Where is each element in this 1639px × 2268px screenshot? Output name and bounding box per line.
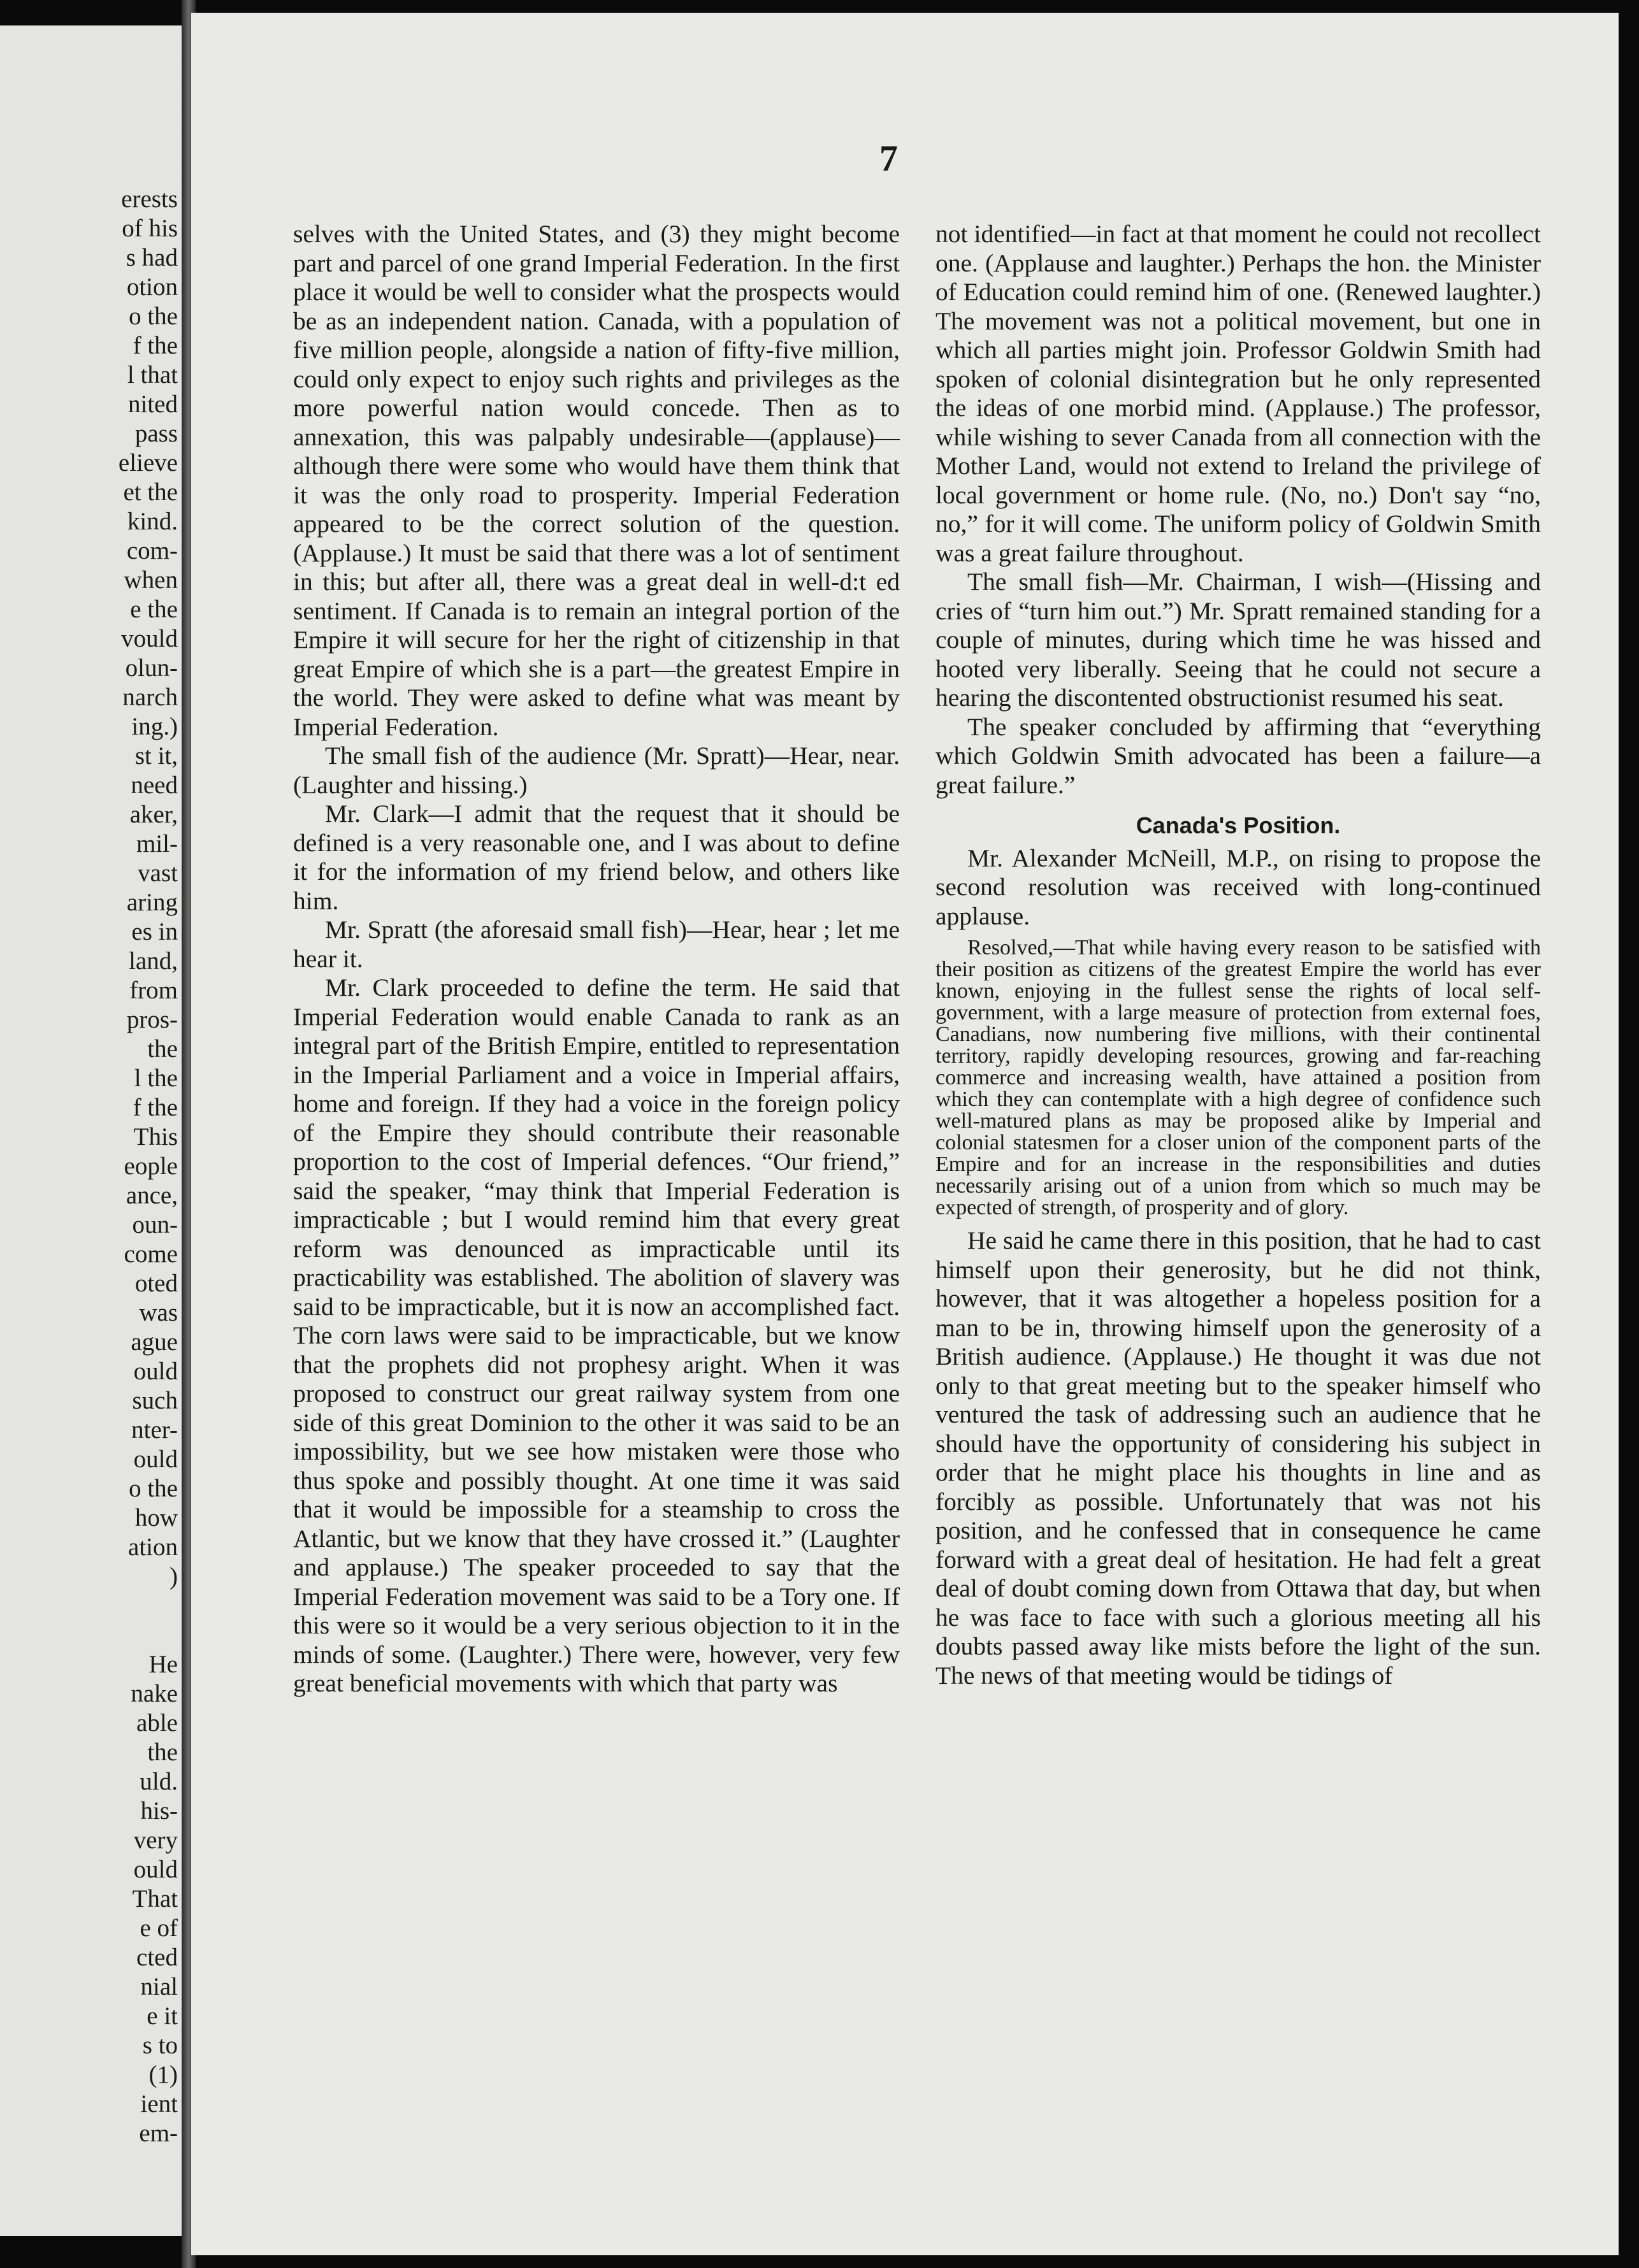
margin-fragment: com- (126, 537, 178, 564)
margin-fragment: e of (140, 1914, 178, 1942)
section-heading: Canada's Position. (1136, 812, 1341, 838)
paragraph: selves with the United States, and (3) they might become part and parcel of one grand Imperial Federation. In the first place it would be well to consider what the prospects would be as an independent nation. Canada, with a population of five million people, alongside a nation of fifty-five million, could only expect to enjoy such rights and privileges as the more powerful nation would concede. Then as to annexation, this was palpably undesirable—(applause)—although there were some who would have them think that it was the only road to prosperity. Imperial Federation appeared to be the correct solution of the question. (Applause.) It must be said that there was a lot of sentiment in this; but after all, there was a great deal in well-d:t ed sentiment. If Canada is to remain an integral portion of the Empire it will secure for her the right of citizenship in that great Empire of which she is a part—the greatest Empire in the world. They were asked to define what was meant by Imperial Federation. (293, 220, 900, 741)
margin-fragment: pass (134, 420, 178, 447)
margin-fragment: s had (126, 244, 178, 271)
margin-fragment: oted (134, 1270, 178, 1297)
margin-fragment: eople (124, 1152, 178, 1180)
margin-fragment: the (147, 1035, 178, 1063)
margin-fragment: olun- (125, 654, 178, 682)
paragraph: Mr. Spratt (the aforesaid small fish)—Hear, hear ; let me hear it. (293, 915, 900, 973)
margin-fragment: o the (129, 1475, 178, 1502)
margin-fragment: That (132, 1885, 178, 1913)
intro-paragraph: Mr. Alexander McNeill, M.P., on rising to propose the second resolution was received with long-continued applause. (935, 843, 1541, 930)
paragraph: The small fish—Mr. Chairman, I wish—(Hissing and cries of “turn him out.”) Mr. Spratt remained standing for a couple of minutes, during which time he was hissed and hooted very liberally. Seeing that he could not secure a hearing the discontented obstructionist resumed his seat. (935, 568, 1541, 712)
margin-fragment: able (136, 1709, 178, 1737)
margin-fragment: land, (129, 947, 178, 975)
margin-fragment: ould (133, 1446, 178, 1473)
margin-fragment: oun- (132, 1211, 178, 1238)
margin-fragment: erests (121, 185, 178, 213)
margin-fragment: nited (128, 391, 178, 418)
margin-fragment: how (134, 1504, 178, 1532)
margin-fragment: He (148, 1651, 178, 1678)
paragraph: He said he came there in this position, that he had to cast himself upon their generosity, but he did not think, however, that it was altogether a hopeless position for a man to be in, throwing himself upon the generosity of a British audience. (Applause.) He thought it was due not only to that great meeting but to the speaker himself who ventured the task of addressing such an audience that he should have the opportunity of considering his subject in order that he might place his thoughts in line and as forcibly as possible. Unfortunately that was not his position, and he confessed that in consequence he came forward with a great deal of hesitation. He had felt a great deal of doubt coming down from Ottawa that day, but when he was face to face with such a glorious meeting all his doubts passed away like mists before the light of the sun. The news of that meeting would be tidings of (935, 1226, 1541, 1690)
margin-fragment: ould (133, 1856, 178, 1883)
margin-fragment: from (129, 977, 178, 1004)
margin-fragment: nter- (131, 1416, 178, 1444)
margin-fragment: em- (139, 2120, 178, 2147)
margin-fragment: need (131, 772, 178, 799)
page-number: 7 (879, 138, 898, 179)
adjacent-page-fragment (0, 25, 182, 2236)
paragraph: The speaker concluded by affirming that “everything which Goldwin Smith advocated has been a failure—a great failure.” (935, 712, 1541, 799)
margin-fragment: narch (122, 684, 178, 711)
margin-fragment: cted (136, 1944, 178, 1971)
paragraph: Mr. Clark—I admit that the request that it should be defined is a very reasonable one, and I was about to define it for the information of my friend below, and others like him. (293, 800, 900, 915)
margin-fragment: very (133, 1827, 178, 1854)
page (191, 13, 1619, 2255)
margin-fragment: ing.) (131, 713, 178, 740)
margin-fragment: otion (126, 273, 178, 301)
margin-fragment: vast (138, 859, 178, 887)
margin-fragment: aring (126, 889, 178, 916)
margin-fragment: uld. (140, 1768, 178, 1795)
paragraph: The small fish of the audience (Mr. Spratt)—Hear, near. (Laughter and hissing.) (293, 742, 900, 799)
margin-fragment: ) (170, 1563, 178, 1590)
margin-fragment: f the (133, 332, 178, 359)
margin-fragment: nake (131, 1680, 178, 1707)
margin-fragment: pros- (126, 1006, 178, 1033)
margin-fragment: his- (140, 1797, 178, 1825)
margin-fragment: ation (128, 1533, 178, 1561)
margin-fragment: ance, (126, 1182, 178, 1209)
margin-fragment: et the (123, 478, 178, 506)
margin-fragment: ague (131, 1328, 178, 1356)
margin-fragment: ould (133, 1358, 178, 1385)
margin-fragment: l the (134, 1065, 178, 1092)
margin-fragment: This (133, 1123, 178, 1151)
left-column (293, 220, 900, 1698)
right-column (935, 220, 1541, 1690)
margin-fragment: es in (131, 918, 178, 945)
margin-fragment: of his (122, 215, 178, 242)
margin-fragment: aker, (129, 801, 178, 828)
margin-fragment: s to (142, 2032, 178, 2059)
margin-fragment: the (147, 1739, 178, 1766)
margin-fragment: o the (129, 303, 178, 330)
margin-fragment: e the (130, 596, 178, 623)
margin-fragment: ient (140, 2090, 178, 2118)
margin-fragment: st it, (134, 742, 178, 770)
margin-fragment: come (124, 1240, 178, 1268)
margin-fragment: when (124, 566, 178, 594)
margin-fragment: f the (133, 1094, 178, 1121)
margin-fragment: l that (127, 361, 178, 389)
margin-fragment: kind. (127, 508, 178, 535)
margin-fragment: mil- (136, 830, 178, 858)
margin-fragment: was (139, 1299, 178, 1326)
paragraph: not identified—in fact at that moment he could not recollect one. (Applause and laughter.) Perhaps the hon. the Minister of Education could remind him of one. (Renewed laughter.) The movement was not a political movement, but one in which all parties might join. Professor Goldwin Smith had spoken of colonial disintegration but he only represented the ideas of one morbid mind. (Applause.) The professor, while wishing to sever Canada from all connection with the Mother Land, would not extend to Ireland the privilege of local government or home rule. (No, no.) Don't say “no, no,” for it will come. The uniform policy of Goldwin Smith was a great failure throughout. (935, 220, 1541, 567)
margin-fragment: nial (140, 1973, 178, 2000)
resolution-text: Resolved,—That while having every reason to be satisfied with their position as citizens of the greatest Empire the world has ever known, enjoying in the fullest sense the rights of local self-government, with a large measure of protection from external foes, Canadians, now numbering five millions, with their continental territory, rapidly developing resources, growing and far-reaching commerce and increasing wealth, have attained a position from which they can contemplate with a high degree of confidence such well-matured plans as may be proposed alike by Imperial and colonial statesmen for a closer union of the component parts of the Empire and for an increase in the responsibilities and duties necessarily arising out of a union from which so much may be expected of strength, of prosperity and of glory. (935, 936, 1541, 1219)
margin-fragment: such (132, 1387, 178, 1414)
margin-fragment: e it (147, 2002, 178, 2030)
margin-fragment: (1) (148, 2061, 178, 2088)
margin-fragment: elieve (118, 449, 178, 477)
paragraph: Mr. Clark proceeded to define the term. He said that Imperial Federation would enable Canada to rank as an integral part of the British Empire, entitled to representation in the Imperial Parliament and a voice in Imperial affairs, home and foreign. If they had a voice in the foreign policy of the Empire they should contribute their reasonable proportion to the cost of Imperial defences. “Our friend,” said the speaker, “may think that Imperial Federation is impracticable ; but I would remind him that every great reform was denounced as impracticable until its practicability was established. The abolition of slavery was said to be impracticable, but it is now an accomplished fact. The corn laws were said to be impracticable, but we know that the prophets did not prophesy aright. When it was proposed to construct our great railway system from one side of this great Dominion to the other it was said to be an impossibility, but we see how mistaken were those who thus spoke and possibly thought. At one time it was said that it would be impossible for a steamship to cross the Atlantic, but we know that they have crossed it.” (Laughter and applause.) The speaker proceeded to say that the Imperial Federation movement was said to be a Tory one. If this were so it would be a very serious objection to it in the minds of some. (Laughter.) There were, however, very few great beneficial movements with which that party was (293, 973, 900, 1697)
margin-fragment: vould (121, 625, 178, 652)
